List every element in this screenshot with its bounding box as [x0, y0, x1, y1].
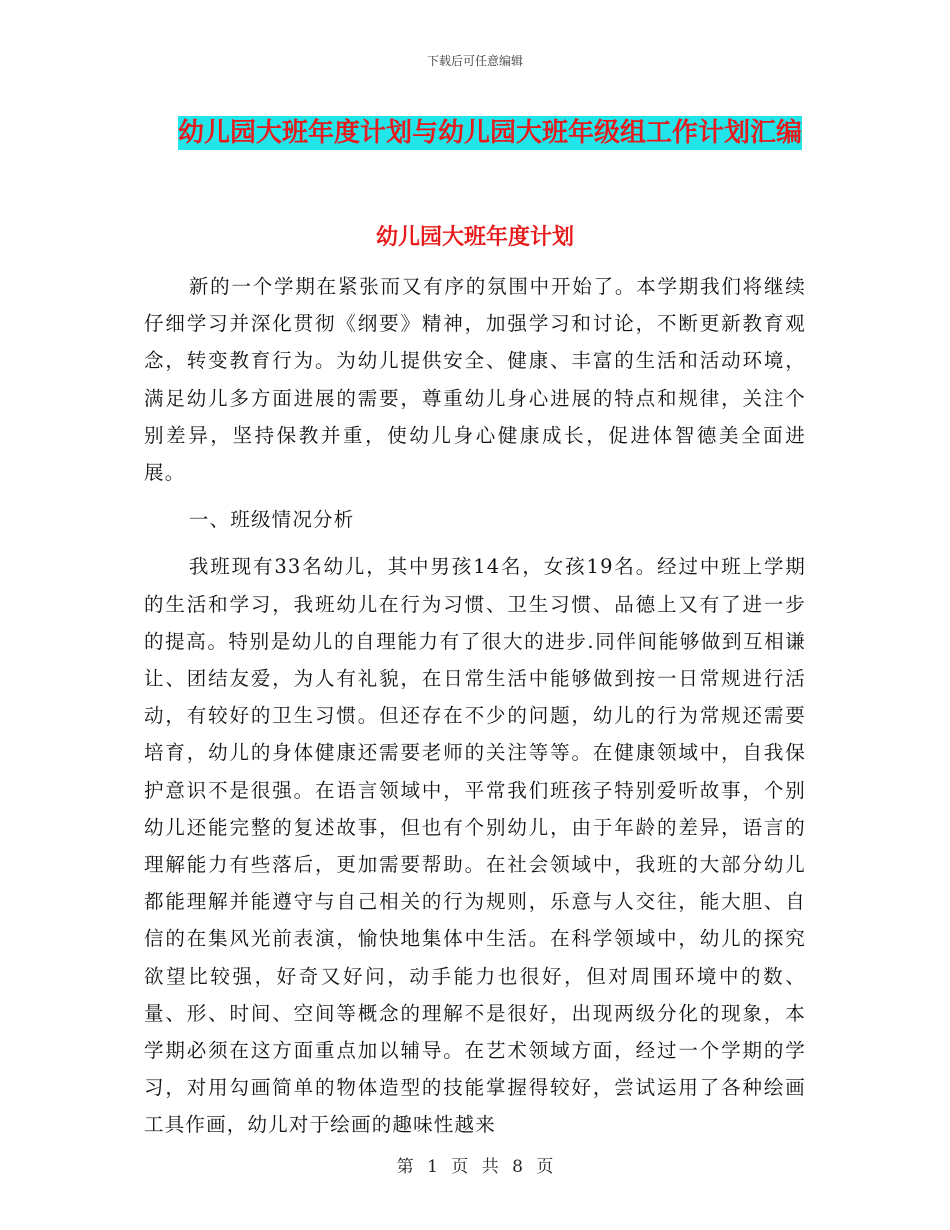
- paragraph-heading-class-analysis: 一、班级情况分析: [188, 508, 355, 532]
- document-title: [150, 110, 830, 156]
- paragraph-intro: 新的一个学期在紧张而又有序的氛围中开始了。本学期我们将继续仔细学习并深化贯彻《纲要》精神，加强学习和讨论，不断更新教育观念，转变教育行为。为幼儿提供安全、健康、丰富的生活和活动环境，满足幼儿多方面进展的需要，尊重幼儿身心进展的特点和规律，关注个别差异，坚持保教并重，使幼儿身心健康成长，促进体智德美全面进展。: [144, 275, 806, 485]
- paragraph-class-analysis: 我班现有33名幼儿，其中男孩14名，女孩19名。经过中班上学期的生活和学习，我班幼儿在行为习惯、卫生习惯、品德上又有了进一步的提高。特别是幼儿的自理能力有了很大的进步.同伴间能够做到互相谦让、团结友爱，为人有礼貌，在日常生活中能够做到按一日常规进行活动，有较好的卫生习惯。但还存在不少的问题，幼儿的行为常规还需要培育，幼儿的身体健康还需要老师的关注等等。在健康领域中，自我保护意识不是很强。在语言领域中，平常我们班孩子特别爱听故事，个别幼儿还能完整的复述故事，但也有个别幼儿，由于年龄的差异，语言的理解能力有些落后，更加需要帮助。在社会领域中，我班的大部分幼儿都能理解并能遵守与自己相关的行为规则，乐意与人交往，能大胆、自信的在集风光前表演，愉快地集体中生活。在科学领域中，幼儿的探究欲望比较强，好奇又好问，动手能力也很好，但对周围环境中的数、量、形、时间、空间等概念的理解不是很好，出现两级分化的现象，本学期必须在这方面重点加以辅导。在艺术领域方面，经过一个学期的学习，对用勾画简单的物体造型的技能掌握得较好，尝试运用了各种绘画工具作画，幼儿对于绘画的趣味性越来: [144, 555, 806, 1137]
- header-note: 下载后可任意编辑: [426, 54, 523, 68]
- document-body: [144, 268, 806, 1144]
- page-footer: 第 1 页 共 8 页: [396, 1157, 554, 1177]
- document-title-text: 幼儿园大班年度计划与幼儿园大班年级组工作计划汇编: [177, 118, 802, 148]
- section-title: 幼儿园大班年度计划: [375, 225, 574, 250]
